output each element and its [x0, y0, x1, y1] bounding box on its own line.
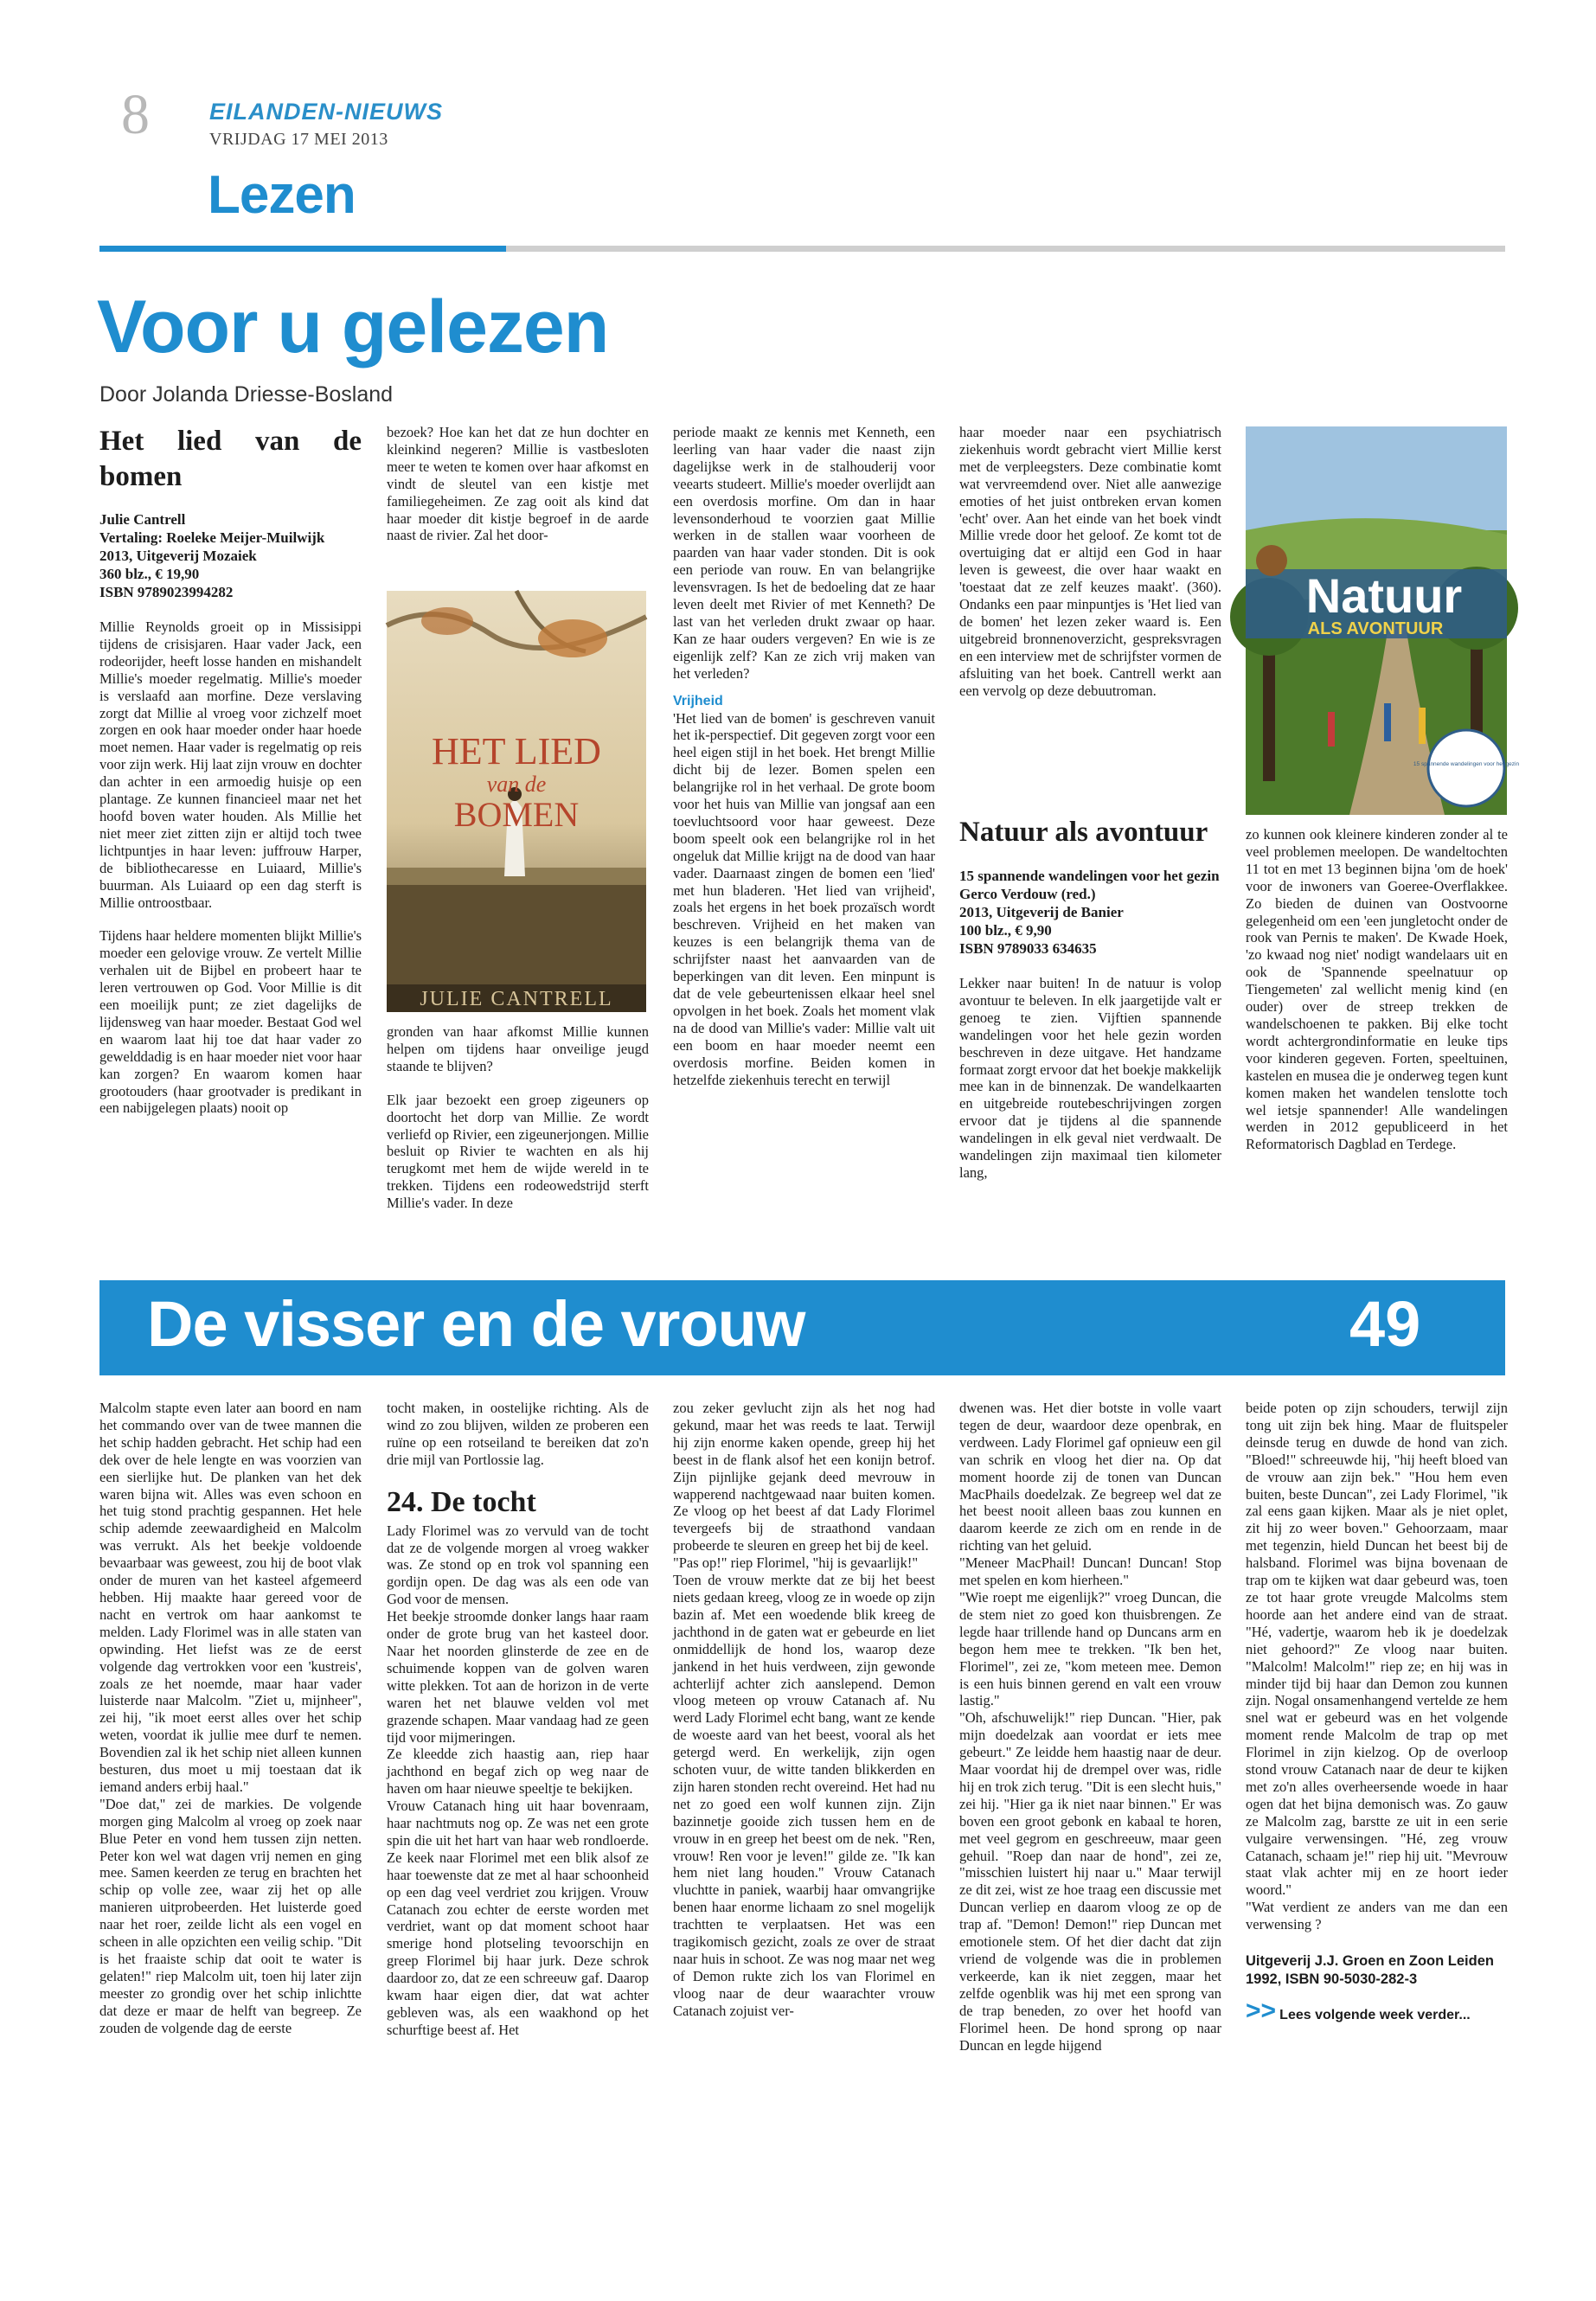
serial-column-5: [1246, 1400, 1508, 2273]
page-headline: Voor u gelezen: [97, 285, 609, 369]
review2-editor: Gerco Verdouw (red.): [959, 886, 1096, 902]
serial-column-1: [99, 1400, 362, 2273]
serial-title: De visser en de vrouw: [147, 1288, 805, 1360]
review2-column-2: [1246, 826, 1508, 1250]
section-rule: [506, 246, 1505, 252]
review1-subhead: Vrijheid: [673, 693, 723, 708]
review1-column-4: [959, 424, 1221, 770]
continue-arrow-icon: >>: [1246, 1997, 1277, 2026]
review1-paragraph: Millie Reynolds groeit op in Missisippi tijdens de crisisjaren. Haar vader Jack, een rodeorijder, heeft losse handen en mishandelt Millie's moeder regelmatig. Millie's moeder is verslaafd aan morfine. Deze verslaving zorgt dat Millie al vroeg voor zichzelf moet zorgen en ook haar moeder onder haar hoede moet nemen. Haar vader is regelmatig op reis voor zijn werk. Hij laat zijn vrouw en dochter dan achter in een armoedig huisje op een plantage. Ze kunnen financieel maar net het hoofd boven water houden. Als Millie het niet meer ziet zitten zijn er altijd toch twee lichtpuntjes in haar leven: juffrouw Harper, de bibliothecaresse en Luiaard, Millie's buurman. Als Luiaard op een dag sterft is Millie ontroostbaar.: [99, 619, 362, 911]
page-number: 8: [121, 83, 150, 146]
serial-paragraph: "Pas op!" riep Florimel, "hij is gevaarlijk!": [673, 1554, 919, 1572]
book-cover-het-lied-van-de-bomen: [387, 591, 646, 1012]
cover-title-line3: BOMEN: [453, 795, 580, 834]
continue-notice: [1246, 1997, 1508, 2026]
serial-publisher-line2: 1992, ISBN 90-5030-282-3: [1246, 1971, 1418, 1988]
serial-paragraph: tocht maken, in oostelijke richting. Als de wind zo zou blijven, wilden ze proberen een ruïne op een rotseiland te bereiken dat zo'n drie mijl van Portlossie lag.: [387, 1400, 649, 1468]
review2-isbn: ISBN 9789033 634635: [959, 940, 1097, 957]
section-title: Lezen: [208, 165, 356, 225]
review1-publisher: 2013, Uitgeverij Mozaiek: [99, 548, 257, 564]
review1-isbn: ISBN 9789023994282: [99, 584, 234, 600]
continue-text: Lees volgende week verder...: [1279, 2008, 1471, 2023]
review1-paragraph: bezoek? Hoe kan het dat ze hun dochter en kleinkind negeren? Millie is vastbesloten meer te weten te komen over haar afkomst en vindt de sleutel van een kistje met familiegeheimen. Ze zag ooit als kind dat haar moeder dit kistje begroef in de aarde naast de rivier. Zal het door-: [387, 424, 649, 544]
review2-column-1: [959, 815, 1221, 1250]
review1-paragraph: periode maakt ze kennis met Kenneth, een leerling van haar vader die naast zijn dagelijkse werk in de stalhouderij voor veearts studeert. Millie's moeder overlijdt aan een overdosis morfine. Om dan in haar levensonderhoud te voorzien gaat Millie werken in de stallen waar voorheen de paarden van haar vader stonden. Dit is ook een periode van rouw. En van belangrijke levensvragen. Is het de bedoeling dat ze haar leven deelt met Rivier of met Kenneth? De last van het verleden drukt zwaar op haar. Kan ze haar ouders vergeven? En wie is ze eigenlijk zelf? Kan ze zich vrij maken van het verleden?: [673, 424, 935, 682]
serial-paragraph: "Wat verdient ze anders van me dan een verwensing ?: [1246, 1899, 1508, 1933]
review1-column-2-bottom: [387, 1023, 649, 1250]
masthead-logo: EILANDEN-NIEUWS: [209, 99, 443, 125]
serial-column-4: [959, 1400, 1221, 2273]
cover-author: JULIE CANTRELL: [420, 988, 613, 1010]
review1-paragraph: gronden van haar afkomst Millie kunnen helpen om tijdens haar onveilige jeugd staande te blijven?: [387, 1023, 649, 1074]
review2-meta: [959, 867, 1221, 958]
serial-paragraph: "Meneer MacPhail! Duncan! Duncan! Stop met spelen en kom hierheen.": [959, 1554, 1221, 1589]
byline: Door Jolanda Driesse-Bosland: [99, 382, 394, 407]
review2-publisher: 2013, Uitgeverij de Banier: [959, 904, 1124, 920]
serial-paragraph: "Oh, afschuwelijk!" riep Duncan. "Hier, pak mijn doedelzak aan voordat er iets mee gebeurt." Ze leidde hem haastig naar de deur. Maar voordat hij de drempel over was, ridle hij en trok zich terug. "Dit is een slecht huis," zei hij. "Hier ga ik niet naar binnen." Er was boven een groot gebonk en kabaal te horen, met veel gegrom en geschreeuw, maar geen gehuil. "Roep dan naar de hond", zei ze, "misschien luistert hij naar u." Maar terwijl ze dit zei, wist ze hoe traag een discussie met Duncan verliep en daarom vloog ze op de trap af. "Demon! Demon!" riep Duncan met emotionele stem. Of het dier dacht dat zijn vriend de volgende was die in problemen verkeerde, kan ik niet zeggen, maar het zelfde ogenblik was hij met een sprong van de trap beneden, zo over het hoofd van Florimel heen. De hond sprong op naar Duncan en legde hijgend: [959, 1709, 1221, 2054]
serial-paragraph: Ze kleedde zich haastig aan, riep haar jachthond en begaf zich op weg naar de haven om haar nieuwe speeltje te bekijken.: [387, 1746, 649, 1798]
serial-paragraph: beide poten op zijn schouders, terwijl zijn tong uit zijn bek hing. Maar de fluitspeler deinsde terug en duwde de hond van zich. "Bloed!" schreeuwde hij, "hij heeft bloed van de vrouw aan zijn bek." "Hou hem even buiten, beste Duncan", zei Lady Florimel, "ik zal eens gaan kijken. Maar als je niet oplet, zit hij zo weer boven." Gehoorzaam, maar met tegenzin, hield Duncan het beest bij de halsband. Florimel was bijna bovenaan de trap om te kijken wat daar gebeurd was, toen ze tot haar grote vreugde Malcolms stem hoorde aan het andere eind van de straat. "Hé, vadertje, waarom heb ik je doedelzak niet gehoord?" Ze vloog naar buiten. "Malcolm! Malcolm!" riep ze; en hij was in minder tijd bij haar dan Demon zou kunnen zijn. Nogal onsamenhangend vertelde ze hem snel wat er gebeurd was en het volgende moment rende Malcolm de trap op met Florimel in zijn kielzog. Op de overloop stond vrouw Catanach naar de deur te kijken met zo'n alles overheersende woede in haar ogen dat het bijna demonisch was. Zo gauw ze Malcolm zag, barstte ze uit in een serie vulgaire verwensingen. "Hé, zeg vrouw Catanach, schaam je!" riep hij uit. "Mevrouw staat vlak achter mij en ze hoort ieder woord.": [1246, 1400, 1508, 1899]
serial-column-2: [387, 1400, 649, 2273]
cover2-title: Natuur: [1305, 568, 1463, 623]
serial-paragraph: Toen de vrouw merkte dat ze bij het beest niets gedaan kreeg, vloog ze in woede op zijn bazin af. Met een woedende blik kreeg de jachthond in de gaten wat er gebeurde en liet onmiddellijk de hond los, waarop deze jankend in het huis verdween, zijn gewonde achterlijf achter zich aanslepend. Demon vloog meteen op vrouw Catanach af. Nu werd Lady Florimel echt bang, want ze kende de woeste aard van het beest, vooral als het getergd werd. En werkelijk, zijn ogen schoten vuur, de witte tanden blikkerden en zijn haren stonden recht overeind. Het had nu net zo goed een wolf kunnen zijn. Zijn bazinnetje gooide zich tussen hem en de vrouw in en greep het beest om de nek. "Ren, vrouw! Ren voor je leven!" gilde ze. "Ik kan hem niet lang houden." Vrouw Catanach vluchtte in paniek, waarbij haar omvangrijke benen haar enorme lichaam zo snel mogelijk trachtten te verplaatsen. Het was een tragikomisch gezicht, zoals ze over de straat naar huis in schoot. Ze was nog maar net weg of Demon rukte zich los van Florimel en vloog naar de deur waarachter vrouw Catanach zojuist ver-: [673, 1572, 935, 2019]
review1-column-1: [99, 424, 362, 1250]
cover2-subtitle: ALS AVONTUUR: [1307, 619, 1444, 638]
serial-paragraph: Het beekje stroomde donker langs haar raam onder de grote brug van het kasteel door. Naar het noorden glinsterde de zee en de schuimende koppen van de golven waren witte plekken. Tot aan de horizon in de verte waren het net blauwe velden vol met grazende schapen. Maar vandaag had ze geen tijd voor mijmeringen.: [387, 1608, 649, 1746]
serial-paragraph: "Doe dat," zei de markies. De volgende morgen ging Malcolm al vroeg op zoek naar Blue Peter en vond hem tussen zijn netten. Peter kon wel wat dagen vrij nemen en ging mee. Samen keerden ze terug en brachten het schip op volle zee, waar zij het op alle manieren uitprobeerden. Het luisterde goed naar het roer, zeilde licht als een vogel en scheen in alle opzichten een veilig schip. "Dit is het fraaiste schip dat ooit te water is gelaten!" riep Malcolm uit, toen hij later zijn meester zo grondig over het schip inlichtte dat deze er maar de helft van begreep. Ze zouden de volgende dag de eerste: [99, 1795, 362, 2036]
review2-price: 100 blz., € 9,90: [959, 922, 1052, 939]
serial-paragraph: zou zeker gevlucht zijn als het nog had gekund, maar het was reeds te laat. Terwijl hij zijn enorme kaken opende, greep hij het beest in de flank alsof het een konijn betrof. Zijn pijnlijke gejank deed mevrouw in wapperend nachtgewaad naar buiten komen. Ze vloog op het beest af dat Lady Florimel tevergeefs bij de straathond vandaan probeerde te sleuren en greep het bij de keel.: [673, 1400, 935, 1554]
cover-title-line2: van de: [486, 772, 547, 797]
review2-paragraph: Lekker naar buiten! In de natuur is volop avontuur te beleven. In elk jaargetijde valt er genoeg te zien. Vijftien spannende wandelingen voor het hele gezin worden beschreven in deze uitgave. Het handzame formaat zorgt ervoor dat het boekje makkelijk mee kan in de binnenzak. De wandelkaarten en uitgebreide routebeschrijvingen zorgen ervoor dat je tijdens al die spannende wandelingen in elk geval niet verdwaalt. De wandelingen zijn maximaal tien kilometer lang,: [959, 975, 1222, 1181]
serial-column-3: [673, 1400, 935, 2273]
serial-publisher-line1: Uitgeverij J.J. Groen en Zoon Leiden: [1246, 1953, 1494, 1970]
serial-episode-number: 49: [1349, 1288, 1421, 1360]
serial-paragraph: Vrouw Catanach hing uit haar bovenraam, haar nachtmuts nog op. Ze was net een grote spin die uit het hart van haar web rondloerde. Ze keek naar Florimel met een blik alsof ze haar toewenste dat ze met al haar schoonheid op een dag veel verdriet zou krijgen. Vrouw Catanach zou echter de eerste worden met verdriet, want op dat moment schoot haar smerige hond plotseling tevoorschijn en greep Florimel bij haar jurk. Deze schrok daardoor zo, dat ze een schreeuw gaf. Daarop kwam haar eigen dier, dat wat achter gebleven was, als een waakhond op het schurftige beest af. Het: [387, 1798, 649, 2038]
review1-paragraph: Elk jaar bezoekt een groep zigeuners op doortocht het dorp van Millie. Ze wordt verliefd op Rivier, een zigeunerjongen. Millie besluit op Rivier te wachten en als hij terugkomt met hem de wijde wereld in te trekken. Tijdens een rodeowedstrijd sterft Millie's vader. In deze: [387, 1091, 649, 1212]
review1-title: Het lied van de bomen: [99, 426, 362, 492]
review1-price: 360 blz., € 19,90: [99, 566, 200, 582]
review1-column-2-top: [387, 424, 649, 584]
section-rule-accent: [99, 246, 506, 252]
review1-paragraph: 'Het lied van de bomen' is geschreven vanuit het ik-perspectief. Dit gegeven zorgt voor een heel eigen stijl in het boek. Het brengt Millie dicht bij de lezer. Bomen spelen een belangrijke rol in het verhaal. De grote boom voor het huis van Millie van jongsaf aan een toevluchtsoord voor haar geweest. Deze boom speelt ook een belangrijke rol in het ongeluk dat Millie krijgt na de dood van haar vader. Daarnaast zingen de bomen een 'lied' met hun bladeren. 'Het lied van vrijheid', zoals het ergens in het boek prozaïsch wordt beschreven. Vrijheid en het maken van keuzes is een belangrijk thema van de schrijfster naast het aanvaarden van de beperkingen van dit leven. Een minpunt is dat de vele gebeurtenissen elkaar heel snel opvolgen in het boek. Zoals het moment vlak na de dood van Millie's vader: Millie valt uit een boom en haar moeder neemt een overdosis morfine. Beiden komen in hetzelfde ziekenhuis terecht en terwijl: [673, 709, 935, 1088]
review1-author: Julie Cantrell: [99, 511, 186, 528]
serial-paragraph: dwenen was. Het dier botste in volle vaart tegen de deur, waardoor deze openbrak, en verdween. Lady Florimel gaf opnieuw een gil van schrik en vloog het dier na. Op dat moment hoorde zij de tonen van Duncan MacPhails doedelzak. Ze begreep wel dat ze het beest nooit alleen baas zou kunnen en daarom keerde ze zich om en rende in de richting van het geluid.: [959, 1400, 1221, 1554]
review2-paragraph: zo kunnen ook kleinere kinderen zonder al te veel problemen meelopen. De wandeltochten 11 tot en met 13 beginnen bijna 'om de hoek' voor de inwoners van Goeree-Overflakkee. Zo bieden de duinen van Oostvoorne gelegenheid om een 'een jungletocht onder de rook van Pernis te maken'. De Kwade Hoek, 'zo kwaad nog niet' nodigt wandelaars uit en ook de 'Spannende speelnatuur op Tiengemeten' zal wellicht menig kind (en ouder) over de streep trekken de wandelschoenen te pakken. Bij elke tocht wordt achtergrondinformatie en leuke tips voor kinderen gegeven. Forten, speeltuinen, kastelen en musea die je onderweg tegen kunt komen maken het wandelen tenslotte toch wel ietsje spannender! Alle wandelingen werden in 2012 gepubliceerd in het Reformatorisch Dagblad en Terdege.: [1246, 826, 1508, 1153]
review1-column-3: [673, 424, 935, 1250]
review1-translation: Vertaling: Roeleke Meijer-Muilwijk: [99, 529, 325, 546]
cover-title-line1: HET LIED: [432, 730, 601, 772]
review1-paragraph: haar moeder naar een psychiatrisch ziekenhuis wordt gebracht viert Millie kerst met de verpleegsters. Deze combinatie komt wat vervreemdend over. Niet alle aanwezige emoties of het juist ontbreken ervan komen 'echt' over. Aan het einde van het boek vindt Millie vrede door het geloof. Ze komt tot de overtuiging dat er altijd een God in haar leven is geweest, die over haar waakt en 'toestaat dat ze zelf keuzes maakt'. (360). Ondanks een paar minpuntjes is 'Het lied van de bomen' het lezen zeker waard is. Een uitgebreid bronnenoverzicht, gespreksvragen en een interview met de schrijfster vormen de afsluiting van het boek. Cantrell werkt aan een vervolg op deze debuutroman.: [959, 424, 1221, 699]
review2-subtitle: 15 spannende wandelingen voor het gezin: [959, 868, 1220, 884]
review2-title: Natuur als avontuur: [959, 817, 1208, 848]
book-cover-natuur-als-avontuur: [1246, 426, 1520, 815]
chapter-heading: 24. De tocht: [387, 1485, 536, 1518]
serial-paragraph: "Wie roept me eigenlijk?" vroeg Duncan, die de stem niet zo goed kon thuisbrengen. Ze legde haar trillende hand op Duncans arm en begon hem mee te trekken. "Ik ben het, Florimel", zei ze, "kom meteen mee. Demon is een huis binnen gerend en valt een vrouw lastig.": [959, 1588, 1221, 1709]
review1-paragraph: Tijdens haar heldere momenten blijkt Millie's moeder een gelovige vrouw. Ze vertelt Millie verhalen uit de Bijbel en probeert haar te leren vertrouwen op God. Voor Millie is dit een moeilijk punt; ze ziet dagelijks de lijdensweg van haar moeder. Bestaat God wel en waarom laat hij toe dat haar vader zo gewelddadig is en haar moeder niet voor haar kan zorgen? En waarom komen haar grootouders (haar grootvader is predikant in een nabijgelegen plaats) nooit op: [99, 927, 362, 1117]
review1-meta: [99, 510, 362, 601]
cover2-badge: 15 spannende wandelingen voor het gezin: [1413, 761, 1520, 767]
serial-paragraph: Lady Florimel was zo vervuld van de tocht dat ze de volgende morgen al vroeg wakker was. Ze stond op en trok vol spanning een gordijn open. De dag was als een ode van God voor de mensen.: [387, 1522, 649, 1608]
issue-date: VRIJDAG 17 MEI 2013: [209, 130, 388, 149]
serial-paragraph: Malcolm stapte even later aan boord en nam het commando over van de twee mannen die het schip hadden gebracht. Het schip had een dek over de hele lengte en was voorzien van een sierlijke hut. De planken van het dek waren bijna wit. Alles was even schoon en het tuig stond prachtig gespannen. Het hele schip ademde zeewaardigheid en Malcolm was verrukt. Als het beekje voldoende bevaarbaar was geweest, zou hij de boot vlak onder de muren van het kasteel afgemeerd hebben. Hij maakte haar gereed voor de nacht en vertrok om haar aankomst te melden. Lady Florimel was in alle staten van opwinding. Het liefst was ze de eerst volgende dag vertrokken voor een 'kustreis', zoals ze het noemde, maar haar vader luisterde naar Malcolm. "Ziet u, mijnheer", zei hij, "ik moet eerst alles over het schip weten, voordat ik jullie mee durf te nemen. Bovendien zal ik het schip niet alleen kunnen besturen, dus moet u mij toestaan dat ik iemand anders erbij haal.": [99, 1400, 362, 1795]
